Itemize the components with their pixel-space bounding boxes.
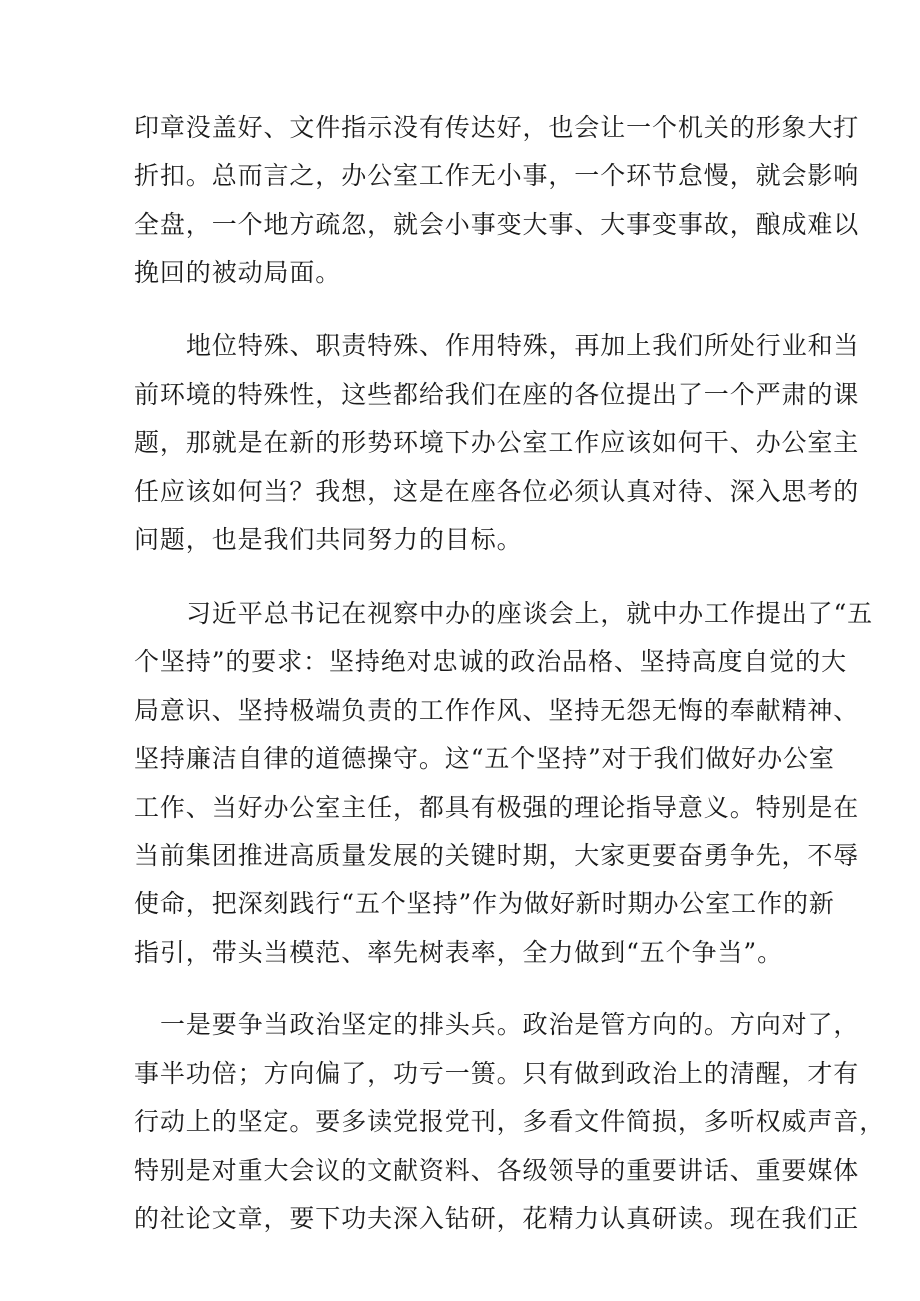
- paragraph-line: 折扣。总而言之，办公室工作无小事，一个环节怠慢，就会影响: [134, 161, 860, 190]
- paragraph-line: 一是要争当政治坚定的排头兵。政治是管方向的。方向对了，: [160, 1010, 860, 1039]
- paragraph-line: 任应该如何当？我想，这是在座各位必须认真对待、深入思考的: [134, 477, 860, 506]
- paragraph-line: 前环境的特殊性，这些都给我们在座的各位提出了一个严肃的课: [134, 380, 860, 409]
- paragraph-line: 行动上的坚定。要多读党报党刊，多看文件简损，多听权威声音，: [134, 1107, 886, 1136]
- paragraph-line: 使命，把深刻践行“五个坚持”作为做好新时期办公室工作的新: [134, 889, 835, 918]
- paragraph-line: 的社论文章，要下功夫深入钻研，花精力认真研读。现在我们正: [134, 1204, 860, 1233]
- paragraph-line: 特别是对重大会议的文献资料、各级领导的重要讲话、重要媒体: [134, 1156, 860, 1185]
- paragraph-line: 全盘，一个地方疏忽，就会小事变大事、大事变事故，酿成难以: [134, 210, 860, 239]
- paragraph-line: 当前集团推进高质量发展的关键时期，大家更要奋勇争先，不辱: [134, 841, 860, 870]
- paragraph-line: 局意识、坚持极端负责的工作作风、坚持无怨无悔的奉献精神、: [134, 696, 860, 725]
- paragraph-line: 问题，也是我们共同努力的目标。: [134, 525, 523, 554]
- paragraph-line: 工作、当好办公室主任，都具有极强的理论指导意义。特别是在: [134, 793, 860, 822]
- paragraph-line: 题，那就是在新的形势环境下办公室工作应该如何干、办公室主: [134, 428, 860, 457]
- paragraph-line: 印章没盖好、文件指示没有传达好，也会让一个机关的形象大打: [134, 113, 860, 142]
- paragraph-line: 指引，带头当模范、率先树表率，全力做到“五个争当”。: [134, 938, 783, 967]
- paragraph-line: 习近平总书记在视察中办的座谈会上，就中办工作提出了“五: [186, 599, 874, 628]
- paragraph-line: 事半功倍；方向偏了，功亏一篑。只有做到政治上的清醒，才有: [134, 1059, 860, 1088]
- paragraph-line: 坚持廉洁自律的道德操守。这“五个坚持”对于我们做好办公室: [134, 744, 835, 773]
- paragraph-line: 个坚持”的要求：坚持绝对忠诚的政治品格、坚持高度自觉的大: [134, 647, 847, 676]
- paragraph-line: 地位特殊、职责特殊、作用特殊，再加上我们所处行业和当: [186, 331, 860, 360]
- paragraph-line: 挽回的被动局面。: [134, 258, 342, 287]
